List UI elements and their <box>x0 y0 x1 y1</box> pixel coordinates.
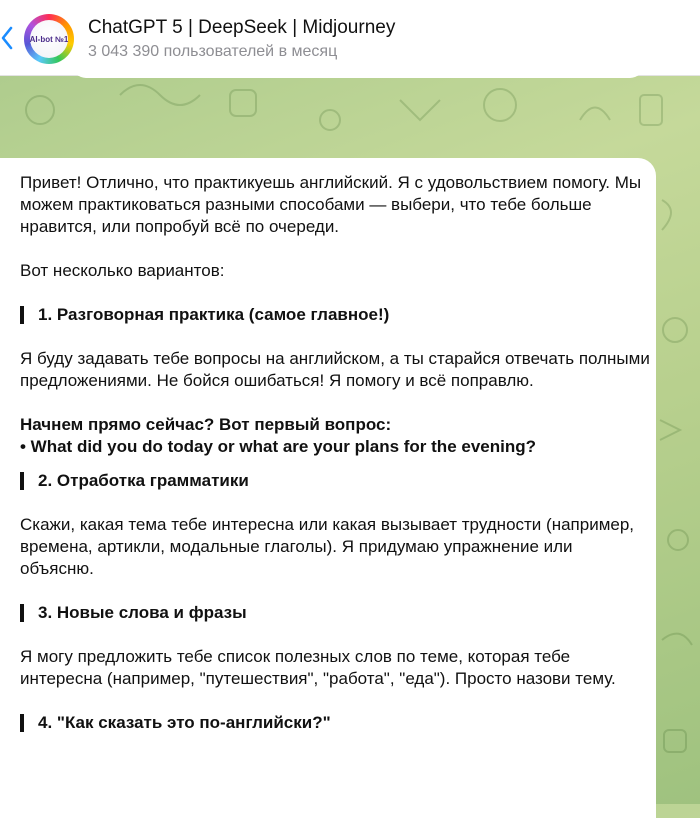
heading-bar <box>20 714 24 732</box>
heading-bar <box>20 472 24 490</box>
channel-avatar[interactable] <box>24 14 74 64</box>
section-heading-2 <box>20 470 650 492</box>
message-content <box>20 172 650 734</box>
section-1-text: Я буду задавать тебе вопросы на английском, а ты старайся отвечать полными предложениями. Не бойся ошибаться! Я помогу и всё поправлю. <box>20 349 650 390</box>
avatar-logo-text: AI-bot №1 <box>29 34 69 44</box>
section-1-question: • What did you do today or what are your plans for the evening? <box>20 437 536 456</box>
section-heading-1 <box>20 304 650 326</box>
section-heading-3-text: 3. Новые слова и фразы <box>38 603 247 622</box>
section-heading-1-text: 1. Разговорная практика (самое главное!) <box>38 305 390 324</box>
heading-bar <box>20 306 24 324</box>
back-chevron-icon[interactable] <box>0 24 14 52</box>
message-intro: Привет! Отлично, что практикуешь английский. Я с удовольствием помогу. Мы можем практиковаться разными способами — выбери, что тебе больше нравится, или попробуй всё по очереди. <box>20 173 642 236</box>
chat-subtitle: 3 043 390 пользователей в месяц <box>88 43 338 60</box>
options-label: Вот несколько вариантов: <box>20 261 225 280</box>
previous-message-bubble <box>72 64 644 78</box>
chat-title[interactable]: ChatGPT 5 | DeepSeek | Midjourney <box>88 17 396 38</box>
section-heading-3 <box>20 602 650 624</box>
section-2-text: Скажи, какая тема тебе интересна или какая вызывает трудности (например, времена, артикли, модальные глаголы). Я придумаю упражнение или объясню. <box>20 515 635 578</box>
section-3-text: Я могу предложить тебе список полезных слов по теме, которая тебе интересна (например, "путешествия", "работа", "еда"). Просто назови тему. <box>20 647 616 688</box>
section-heading-2-text: 2. Отработка грамматики <box>38 471 249 490</box>
section-heading-4-text: 4. "Как сказать это по-английски?" <box>38 713 331 732</box>
heading-bar <box>20 604 24 622</box>
section-1-question-intro: Начнем прямо сейчас? Вот первый вопрос: <box>20 415 392 434</box>
section-heading-4 <box>20 712 650 734</box>
